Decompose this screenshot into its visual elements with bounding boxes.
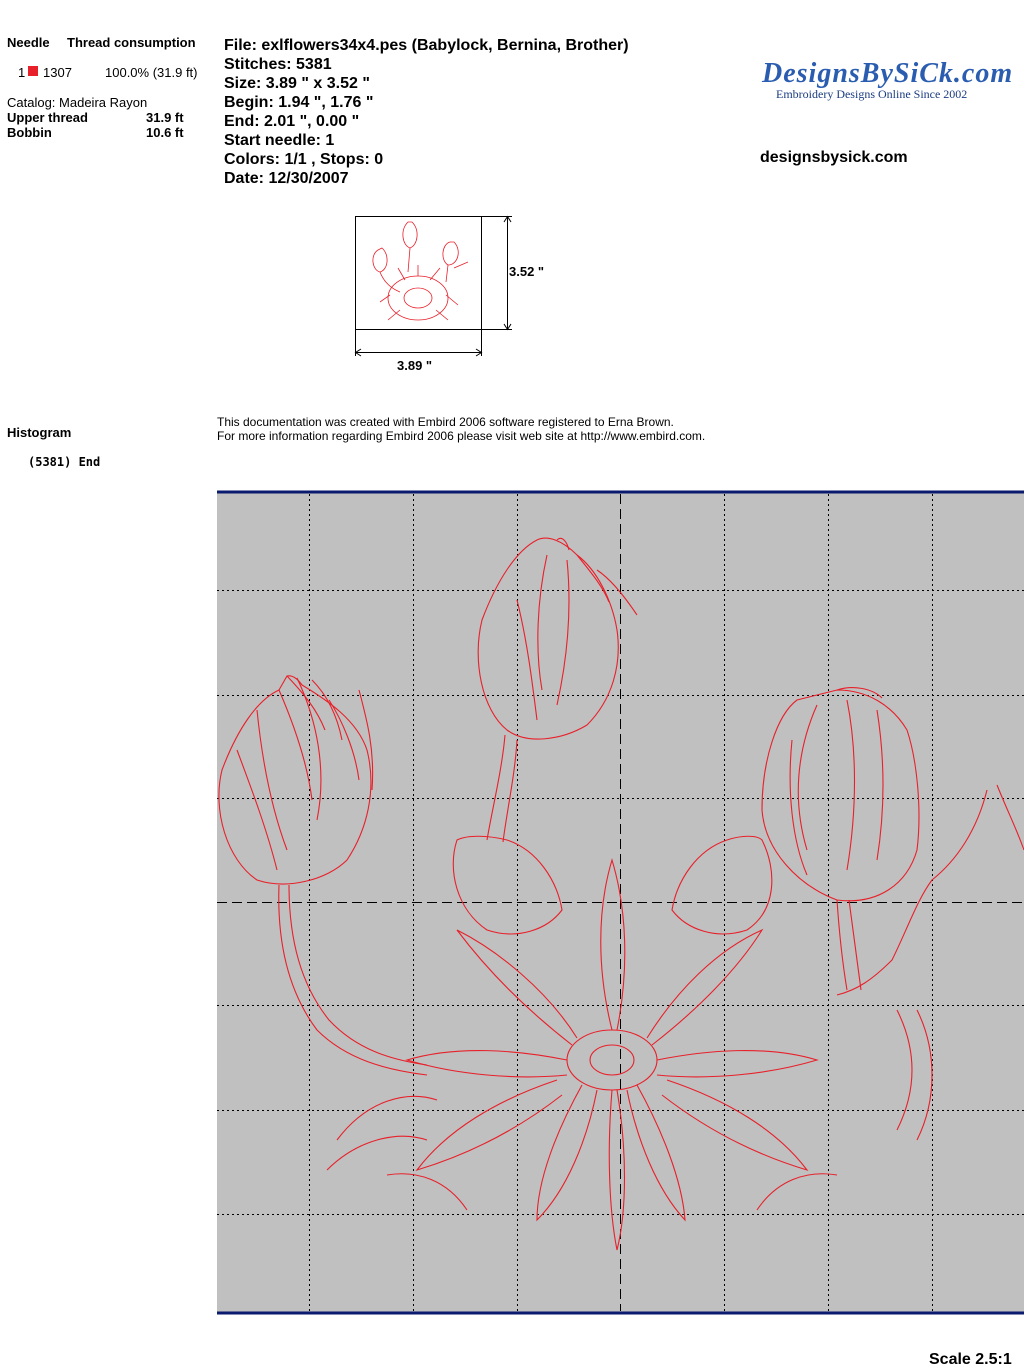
needle-number: 1 [18, 65, 26, 80]
thread-color-swatch [28, 66, 38, 76]
end-point: End: 2.01 ", 0.00 " [224, 113, 360, 130]
thumbnail-height-label: 3.52 " [509, 264, 545, 279]
histogram-title: Histogram [7, 425, 72, 440]
brand-logo: DesignsBySiCk.com [762, 58, 1014, 89]
design-thumbnail [350, 210, 560, 380]
thread-consumption-header: Thread consumption [67, 35, 196, 50]
colors-stops: Colors: 1/1 , Stops: 0 [224, 151, 384, 168]
start-needle: Start needle: 1 [224, 132, 335, 149]
design-date: Date: 12/30/2007 [224, 170, 349, 187]
histogram-entry: (5381) End [28, 455, 101, 469]
design-size: Size: 3.89 " x 3.52 " [224, 75, 370, 92]
bobbin-label: Bobbin [7, 125, 52, 140]
upper-thread-value: 31.9 ft [146, 110, 184, 125]
bobbin-value: 10.6 ft [146, 125, 184, 140]
notice-line-2: For more information regarding Embird 2006 please visit web site at http://www.embird.com. [217, 429, 706, 443]
thread-code: 1307 [43, 65, 72, 80]
website-link[interactable]: designsbysick.com [760, 149, 908, 166]
scale-label: Scale 2.5:1 [929, 1351, 1012, 1368]
upper-thread-label: Upper thread [7, 110, 88, 125]
catalog-label: Catalog: Madeira Rayon [7, 95, 148, 110]
software-notice [217, 415, 705, 443]
thread-consumption: 100.0% (31.9 ft) [105, 65, 198, 80]
needle-header: Needle [7, 35, 50, 50]
file-name: File: exlflowers34x4.pes (Babylock, Bernina, Brother) [224, 37, 629, 54]
brand-tagline: Embroidery Designs Online Since 2002 [776, 87, 968, 101]
design-canvas [217, 490, 1024, 1316]
stitch-count: Stitches: 5381 [224, 56, 332, 73]
design-info [224, 36, 629, 188]
thumbnail-width-label: 3.89 " [397, 358, 433, 373]
notice-line-1: This documentation was created with Embird 2006 software registered to Erna Brown. [217, 415, 674, 429]
begin-point: Begin: 1.94 ", 1.76 " [224, 94, 374, 111]
